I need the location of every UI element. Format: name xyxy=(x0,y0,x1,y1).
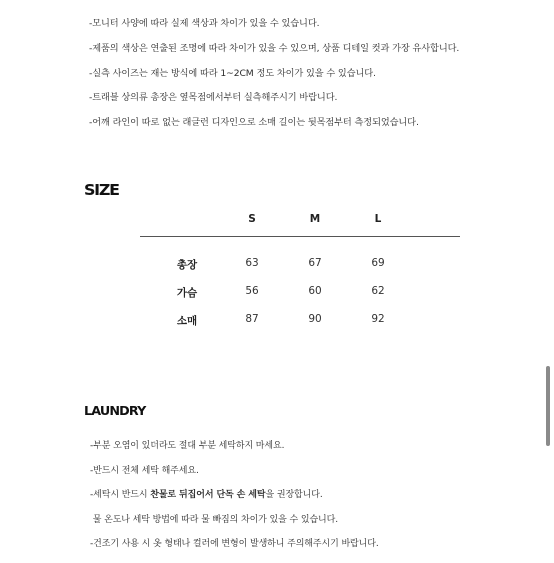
cell-length-m: 67 xyxy=(308,257,322,269)
notes-list xyxy=(89,18,459,142)
cell-chest-s: 56 xyxy=(245,285,259,297)
cell-sleeve-s: 87 xyxy=(245,313,259,325)
note-item: -제품의 색상은 연출된 조명에 따라 차이가 있을 수 있으며, 상품 디테일 컷과 가장 유사합니다. xyxy=(89,42,460,54)
laundry-item xyxy=(90,465,379,477)
row-label-sleeve: 소매 xyxy=(176,315,198,327)
cell-chest-l: 62 xyxy=(371,285,385,297)
laundry-item xyxy=(90,538,379,550)
laundry-text: -세탁시 반드시 xyxy=(90,490,151,501)
laundry-text: 을 권장합니다. xyxy=(265,490,323,501)
note-item: -모니터 사양에 따라 실제 색상과 차이가 있을 수 있습니다. xyxy=(89,18,320,29)
laundry-emphasis: 찬물로 뒤집어서 단독 손 세탁 xyxy=(150,490,266,501)
laundry-text: -부분 오염이 있더라도 절대 부분 세탁하지 마세요. xyxy=(90,441,285,451)
note-item: -트래블 상의류 총장은 옆목점에서부터 실측해주시기 바랍니다. xyxy=(89,92,338,104)
laundry-text: 물 온도나 세탁 방법에 따라 물 빠짐의 차이가 있을 수 있습니다. xyxy=(90,514,338,525)
vertical-scrollbar[interactable] xyxy=(546,366,550,446)
laundry-list xyxy=(90,440,379,563)
cell-sleeve-m: 90 xyxy=(308,313,322,325)
cell-chest-m: 60 xyxy=(308,285,322,297)
note-item: -실측 사이즈는 재는 방식에 따라 1~2CM 정도 차이가 있을 수 있습니다. xyxy=(89,67,376,79)
laundry-text: -반드시 전체 세탁 해주세요. xyxy=(90,465,199,476)
laundry-text: -건조기 사용 시 옷 형태나 컬러에 변형이 발생하니 주의해주시기 바랍니다. xyxy=(90,539,379,550)
row-label-chest: 가슴 xyxy=(176,287,198,299)
laundry-item xyxy=(90,514,379,526)
table-divider xyxy=(140,236,460,237)
row-label-length: 총장 xyxy=(176,259,198,271)
note-item: -어깨 라인이 따로 없는 래글런 디자인으로 소매 길이는 뒷목점부터 측정되었습니다. xyxy=(89,117,419,129)
laundry-item xyxy=(90,489,379,501)
laundry-section-title: LAUNDRY xyxy=(84,404,146,418)
cell-sleeve-l: 92 xyxy=(371,313,385,325)
size-table xyxy=(140,210,460,335)
laundry-item xyxy=(90,440,379,452)
size-header-l: L xyxy=(374,213,382,225)
cell-length-l: 69 xyxy=(371,257,385,269)
cell-length-s: 63 xyxy=(245,257,259,269)
size-header-m: M xyxy=(309,213,321,225)
size-header-s: S xyxy=(248,213,256,225)
size-section-title: SIZE xyxy=(84,181,119,199)
